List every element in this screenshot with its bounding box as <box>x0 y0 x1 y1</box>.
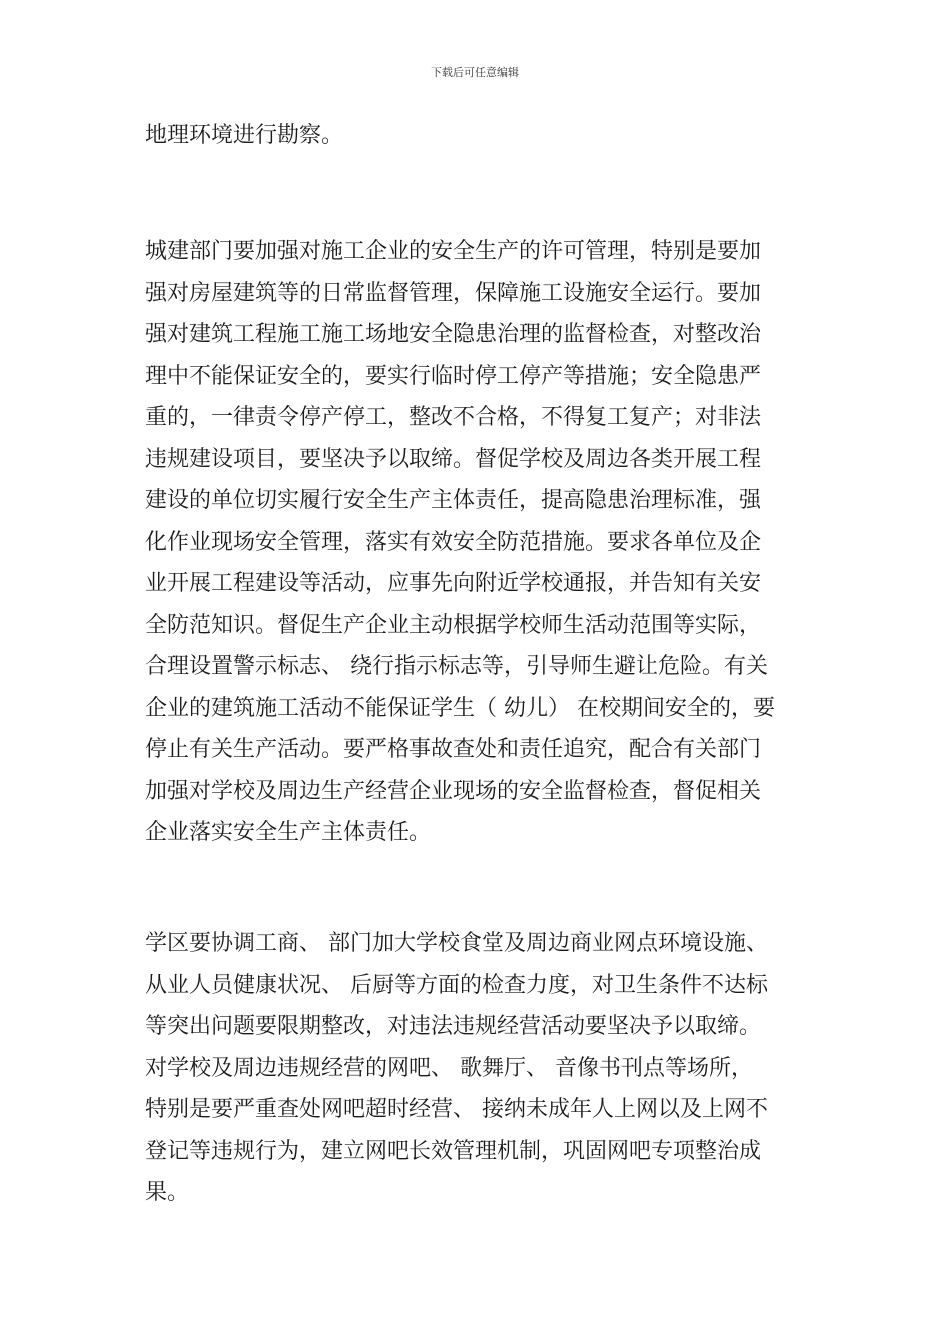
text-line: 强对建筑工程施工施工场地安全隐患治理的监督检查，对整改治 <box>145 322 762 347</box>
paragraph-1 <box>145 115 343 157</box>
text-line: 停止有关生产活动。要严格事故查处和责任追究，配合有关部门 <box>145 737 762 762</box>
text-line: 地理环境进行勘察。 <box>145 123 344 148</box>
text-line: 化作业现场安全管理，落实有效安全防范措施。要求各单位及企 <box>145 529 762 555</box>
text-line: 强对房屋建筑等的日常监督管理，保障施工设施安全运行。要加 <box>145 280 762 306</box>
page-header: 下载后可任意编辑 <box>431 66 519 79</box>
text-line: 理中不能保证安全的，要实行临时停工停产等措施；安全隐患严 <box>145 363 762 389</box>
text-line: 对学校及周边违规经营的网吧、 歌舞厅、 音像书刊点等场所， <box>145 1055 753 1081</box>
text-line: 全防范知识。督促生产企业主动根据学校师生活动范围等实际， <box>145 612 762 638</box>
text-line: 特别是要严重查处网吧超时经营、 接纳未成年人上网以及上网不 <box>145 1097 768 1122</box>
text-line: 业开展工程建设等活动，应事先向附近学校通报，并告知有关安 <box>145 571 762 596</box>
text-line: 加强对学校及周边生产经营企业现场的安全监督检查，督促相关 <box>145 778 762 804</box>
text-line: 学区要协调工商、 部门加大学校食堂及周边商业网点环境设施、 <box>145 931 768 956</box>
text-line: 等突出问题要限期整改，对违法违规经营活动要坚决予以取缔。 <box>145 1014 762 1039</box>
text-line: 果。 <box>145 1180 190 1205</box>
paragraph-3 <box>145 923 768 1214</box>
text-line: 企业的建筑施工活动不能保证学生（ 幼儿） 在校期间安全的，要 <box>145 695 775 721</box>
text-line: 从业人员健康状况、 后厨等方面的检查力度，对卫生条件不达标 <box>145 972 768 998</box>
paragraph-2 <box>145 231 775 854</box>
text-line: 重的，一律责令停产停工，整改不合格，不得复工复产；对非法 <box>145 405 762 430</box>
text-line: 合理设置警示标志、 绕行指示标志等，引导师生避让危险。有关 <box>145 654 768 679</box>
text-line: 建设的单位切实履行安全生产主体责任，提高隐患治理标准，强 <box>145 488 762 513</box>
text-line: 城建部门要加强对施工企业的安全生产的许可管理，特别是要加 <box>145 239 762 264</box>
text-line: 登记等违规行为，建立网吧长效管理机制，巩固网吧专项整治成 <box>145 1138 762 1164</box>
text-line: 违规建设项目，要坚决予以取缔。督促学校及周边各类开展工程 <box>145 446 762 472</box>
text-line: 企业落实安全生产主体责任。 <box>145 820 432 845</box>
